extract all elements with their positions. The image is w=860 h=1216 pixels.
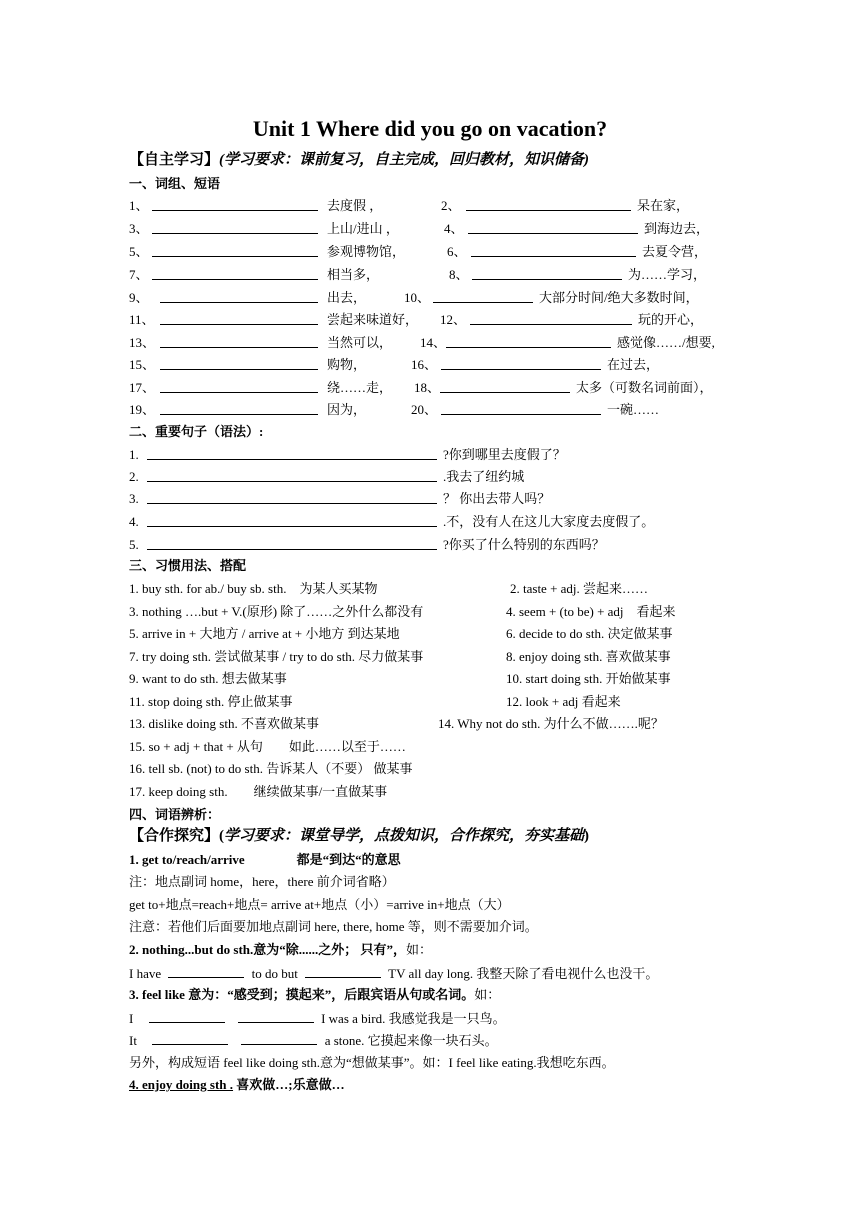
- answer-blank[interactable]: [160, 312, 318, 325]
- answer-blank[interactable]: [147, 537, 437, 550]
- usage-item: 17. keep doing sth. 继续做某事/一直做某事: [129, 784, 388, 799]
- phrase-number: 1、: [129, 198, 149, 213]
- phrase-number: 16、: [411, 357, 438, 372]
- sentence-translation: ？ 你出去带人吗？: [443, 491, 551, 506]
- answer-blank[interactable]: [441, 402, 601, 415]
- sentence-translation: .我去了纽约城: [443, 469, 525, 484]
- coop-bracket: 【合作探究】: [129, 828, 220, 844]
- answer-blank[interactable]: [471, 244, 636, 257]
- phrase-meaning: 上山/进山 ，: [327, 221, 399, 236]
- sentence-translation: ?你到哪里去度假了？: [443, 447, 566, 462]
- usage-item: 12. look + adj 看起来: [506, 694, 621, 709]
- answer-blank[interactable]: [238, 1010, 314, 1023]
- phrase-item: [129, 312, 155, 328]
- phrase-number: 15、: [129, 357, 156, 372]
- phrase-number: 17、: [129, 380, 156, 395]
- phrase-item: [129, 335, 155, 351]
- answer-blank[interactable]: [160, 357, 318, 370]
- phrase-meaning: 去夏令营，: [642, 244, 708, 259]
- note3-ex2-a: It: [129, 1033, 137, 1048]
- answer-blank[interactable]: [160, 402, 318, 415]
- sentence-number: 3.: [129, 491, 139, 506]
- answer-blank[interactable]: [152, 267, 318, 280]
- phrase-number: 19、: [129, 402, 156, 417]
- usage-item: 10. start doing sth. 开始做某事: [506, 671, 671, 686]
- phrase-item: [449, 267, 469, 283]
- answer-blank[interactable]: [446, 335, 611, 348]
- sentence-number: 1.: [129, 447, 139, 462]
- phrase-number: 20、: [411, 402, 438, 417]
- phrase-item: [129, 244, 149, 260]
- phrase-number: 2、: [441, 198, 461, 213]
- phrase-item: [420, 335, 446, 351]
- part1-heading: 一、词组、短语: [129, 176, 221, 191]
- phrase-item: [129, 402, 155, 418]
- note3-ex2-b: a stone. 它摸起来像一块石头。: [324, 1033, 498, 1048]
- answer-blank[interactable]: [160, 290, 318, 303]
- phrase-meaning: 出去，: [327, 290, 367, 305]
- answer-blank[interactable]: [168, 965, 244, 978]
- phrase-number: 3、: [129, 221, 149, 236]
- answer-blank[interactable]: [466, 198, 631, 211]
- note3-example1: [129, 1010, 506, 1027]
- answer-blank[interactable]: [147, 447, 437, 460]
- phrase-item: [444, 221, 464, 237]
- note2-title: [129, 942, 432, 958]
- part2-heading: 二、重要句子（语法）:: [129, 424, 264, 439]
- phrase-item: [411, 357, 437, 373]
- phrase-number: 8、: [449, 267, 469, 282]
- phrase-meaning: 为……学习，: [628, 267, 707, 282]
- answer-blank[interactable]: [160, 380, 318, 393]
- answer-blank[interactable]: [152, 244, 318, 257]
- note4-heading: 4. enjoy doing sth .: [129, 1077, 234, 1092]
- answer-blank[interactable]: [152, 198, 318, 211]
- phrase-meaning: 因为，: [327, 402, 367, 417]
- note1-words: 1. get to/reach/arrive: [129, 852, 245, 867]
- answer-blank[interactable]: [147, 491, 437, 504]
- phrase-number: 4、: [444, 221, 464, 236]
- note3-heading: 3. feel like 意为：“感受到；摸起来”，后跟宾语从句或名词。: [129, 987, 475, 1002]
- phrase-number: 9、: [129, 290, 149, 305]
- answer-blank[interactable]: [152, 1032, 228, 1045]
- note2-ex-b: to do but: [251, 966, 298, 981]
- part4-heading: 四、词语辨析：: [129, 807, 221, 822]
- phrase-meaning: 相当多，: [327, 267, 380, 282]
- phrase-number: 12、: [440, 312, 467, 327]
- sentence-number: 2.: [129, 469, 139, 484]
- phrase-number: 18、: [414, 380, 441, 395]
- phrase-number: 6、: [447, 244, 467, 259]
- phrase-item: [447, 244, 467, 260]
- answer-blank[interactable]: [147, 469, 437, 482]
- answer-blank[interactable]: [433, 290, 533, 303]
- usage-item: 14. Why not do sth. 为什么不做…….呢？: [438, 716, 664, 731]
- note4-title: [129, 1077, 345, 1093]
- usage-item: 11. stop doing sth. 停止做某事: [129, 694, 293, 709]
- phrase-item: [404, 290, 430, 306]
- usage-item: 1. buy sth. for ab./ buy sb. sth. 为某人买某物: [129, 581, 378, 596]
- note1-line3: 注意：若他们后面要加地点副词 here, there, home 等，则不需要加介词。: [129, 919, 538, 934]
- phrase-item: [440, 312, 466, 328]
- coop-requirement: 学习要求：课堂导学，点拨知识，合作探究，夯实基础: [224, 828, 585, 844]
- note2-heading: 2. nothing...but do sth.意为“除......之外； 只有”，: [129, 942, 407, 957]
- self-study-bracket: 【自主学习】: [129, 152, 220, 168]
- usage-item: 4. seem + (to be) + adj 看起来: [506, 604, 676, 619]
- answer-blank[interactable]: [152, 221, 318, 234]
- note2-ex-c: TV all day long. 我整天除了看电视什么也没干。: [388, 966, 659, 981]
- phrase-meaning: 玩的开心，: [638, 312, 704, 327]
- phrase-meaning: 大部分时间/绝大多数时间，: [539, 290, 699, 305]
- usage-item: 6. decide to do sth. 决定做某事: [506, 626, 673, 641]
- usage-item: 7. try doing sth. 尝试做某事 / try to do sth. 尽力做某事: [129, 649, 424, 664]
- answer-blank[interactable]: [147, 514, 437, 527]
- usage-item: 15. so + adj + that + 从句 如此……以至于……: [129, 739, 406, 754]
- usage-item: 3. nothing ….but + V.(原形) 除了……之外什么都没有: [129, 604, 424, 619]
- usage-item: 16. tell sb. (not) to do sth. 告诉某人（不要） 做某事: [129, 761, 413, 776]
- phrase-item: [129, 198, 149, 214]
- phrase-item: [129, 267, 149, 283]
- answer-blank[interactable]: [470, 312, 632, 325]
- coop-heading: [129, 828, 589, 844]
- phrase-number: 10、: [404, 290, 431, 305]
- note3-tail: 如：: [474, 987, 501, 1002]
- phrase-item: [129, 221, 149, 237]
- usage-item: 5. arrive in + 大地方 / arrive at + 小地方 到达某地: [129, 626, 400, 641]
- phrase-number: 11、: [129, 312, 155, 327]
- note1-line2: get to+地点=reach+地点= arrive at+地点（小）=arrive in+地点（大）: [129, 897, 510, 912]
- phrase-meaning: 感觉像……/想要,: [617, 335, 715, 350]
- phrase-meaning: 购物，: [327, 357, 367, 372]
- note2-example: [129, 965, 658, 982]
- answer-blank[interactable]: [472, 267, 622, 280]
- note3-example2: [129, 1032, 498, 1049]
- phrase-meaning: 太多（可数名词前面），: [576, 380, 713, 395]
- phrase-item: [441, 198, 461, 214]
- self-study-requirement: (学习要求：课前复习，自主完成，回归教材，知识储备): [219, 152, 590, 168]
- phrase-item: [129, 380, 155, 396]
- sentence-number: 4.: [129, 514, 139, 529]
- phrase-number: 5、: [129, 244, 149, 259]
- answer-blank[interactable]: [305, 965, 381, 978]
- part3-heading: 三、习惯用法、搭配: [129, 558, 247, 573]
- note1-meaning: 都是“到达“的意思: [296, 852, 401, 867]
- page-title: Unit 1 Where did you go on vacation?: [252, 116, 608, 141]
- usage-item: 8. enjoy doing sth. 喜欢做某事: [506, 649, 671, 664]
- sentence-translation: .不，没有人在这儿大家度去度假了。: [443, 514, 655, 529]
- note3-title: [129, 987, 500, 1003]
- phrase-meaning: 一碗……: [607, 402, 660, 417]
- phrase-number: 14、: [420, 335, 447, 350]
- note1-title: [129, 852, 401, 868]
- answer-blank[interactable]: [241, 1032, 317, 1045]
- note2-tail: 如：: [406, 942, 433, 957]
- sentence-number: 5.: [129, 537, 139, 552]
- phrase-meaning: 参观博物馆，: [327, 244, 406, 259]
- usage-item: 13. dislike doing sth. 不喜欢做某事: [129, 716, 319, 731]
- usage-item: 2. taste + adj. 尝起来……: [510, 581, 649, 596]
- phrase-item: [414, 380, 440, 396]
- note3-line: 另外，构成短语 feel like doing sth.意为“想做某事”。如：I feel like eating.我想吃东西。: [129, 1055, 615, 1070]
- phrase-meaning: 尝起来味道好，: [327, 312, 419, 327]
- coop-close-paren: ): [584, 828, 590, 844]
- phrase-item: [129, 290, 149, 306]
- answer-blank[interactable]: [440, 380, 570, 393]
- phrase-meaning: 去度假 ，: [327, 198, 383, 213]
- self-study-heading: [129, 152, 589, 168]
- phrase-number: 7、: [129, 267, 149, 282]
- coop-open-paren: (: [219, 828, 225, 844]
- phrase-item: [129, 357, 155, 373]
- phrase-meaning: 当然可以，: [327, 335, 393, 350]
- phrase-meaning: 呆在家，: [637, 198, 690, 213]
- phrase-meaning: 在过去，: [607, 357, 660, 372]
- phrase-meaning: 绕……走，: [327, 380, 393, 395]
- note3-ex1-b: I was a bird. 我感觉我是一只鸟。: [321, 1011, 506, 1026]
- note4-meaning: 喜欢做…;乐意做…: [233, 1077, 345, 1092]
- answer-blank[interactable]: [160, 335, 318, 348]
- answer-blank[interactable]: [441, 357, 601, 370]
- answer-blank[interactable]: [468, 221, 638, 234]
- usage-item: 9. want to do sth. 想去做某事: [129, 671, 287, 686]
- phrase-number: 13、: [129, 335, 156, 350]
- note1-line1: 注：地点副词 home，here，there 前介词省略）: [129, 874, 395, 889]
- note3-ex1-a: I: [129, 1011, 134, 1026]
- phrase-meaning: 到海边去，: [644, 221, 710, 236]
- sentence-translation: ?你买了什么特别的东西吗？: [443, 537, 605, 552]
- answer-blank[interactable]: [149, 1010, 225, 1023]
- note2-ex-a: I have: [129, 966, 162, 981]
- phrase-item: [411, 402, 437, 418]
